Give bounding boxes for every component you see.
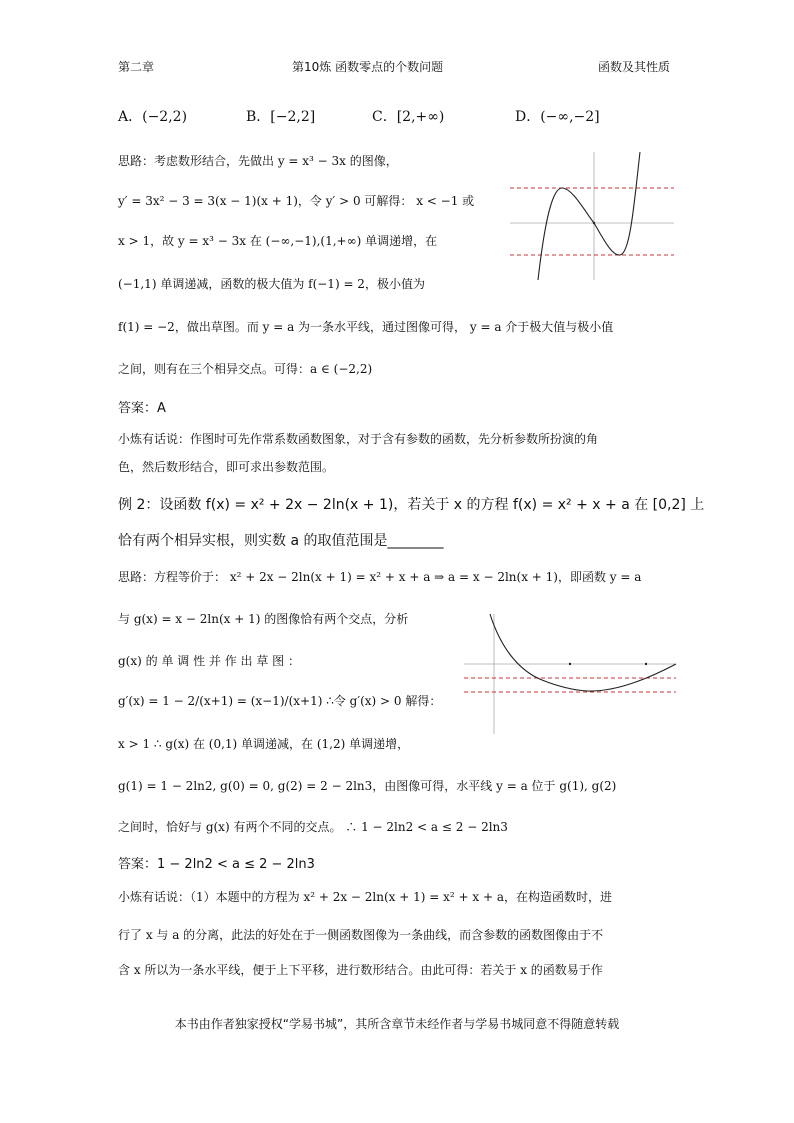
option-b: B．[−2,2] [246,109,316,125]
note2-line: 含 x 所以为一条水平线，便于上下平移，进行数形结合。由此可得：若关于 x 的函数易于作 [118,963,603,977]
solution2-line: g′(x) = 1 − 2/(x+1) = (x−1)/(x+1) ∴令 g′(x) > 0 解得： [118,694,442,708]
option-c: C．[2,+∞) [372,109,445,125]
cubic-curve [538,152,640,280]
solution1-line: (−1,1) 单调递减，函数的极大值为 f(−1) = 2，极小值为 [118,277,425,291]
solution2-line: 思路：方程等价于： x² + 2x − 2ln(x + 1) = x² + x + a ⇒ a = x − 2ln(x + 1)，即函数 y = a [118,570,642,584]
cubic-graph [508,150,676,282]
note2-line: 小炼有话说：（1）本题中的方程为 x² + 2x − 2ln(x + 1) = x² + x + a，在构造函数时，进 [118,890,613,904]
note1-line: 色，然后数形结合，即可求出参数范围。 [118,460,335,474]
solution1-line: 之间，则有在三个相异交点。可得：a ∈ (−2,2) [118,362,373,376]
example2-line: 恰有两个相异实根，则实数 a 的取值范围是________ [118,533,444,549]
solution2-line: g(x) 的 单 调 性 并 作 出 草 图 ： [118,654,300,668]
solution2-line: x > 1 ∴ g(x) 在 (0,1) 单调递减，在 (1,2) 单调递增， [118,737,410,751]
option-d: D．(−∞,−2] [515,109,600,125]
g-curve [490,614,676,691]
footer: 本书由作者独家授权“学易书城”，其所含章节未经作者与学易书城同意不得随意转载 [174,1017,620,1031]
g-graph [462,612,678,736]
answer2: 答案：1 − 2ln2 < a ≤ 2 − 2ln3 [118,857,315,872]
solution1-line: y′ = 3x² − 3 = 3(x − 1)(x + 1)，令 y′ > 0 可解得： x < −1 或 [118,194,475,208]
solution1-line: f(1) = −2，做出草图。而 y = a 为一条水平线，通过图像可得， y = a 介于极大值与极小值 [118,320,614,334]
header-center: 第10炼 函数零点的个数问题 [292,60,444,74]
answer1: 答案：A [118,401,166,416]
solution1-line: x > 1，故 y = x³ − 3x 在 (−∞,−1),(1,+∞) 单调递增，在 [118,234,438,248]
note1-line: 小炼有话说：作图时可先作常系数函数图象，对于含有参数的函数，先分析参数所扮演的角 [118,432,599,446]
solution1-line: 思路：考虑数形结合，先做出 y = x³ − 3x 的图像， [118,154,398,168]
solution2-line: 与 g(x) = x − 2ln(x + 1) 的图像恰有两个交点，分析 [118,612,409,626]
solution2-line: g(1) = 1 − 2ln2, g(0) = 0, g(2) = 2 − 2ln3，由图像可得，水平线 y = a 位于 g(1), g(2) [118,779,617,793]
note2-line: 行了 x 与 a 的分离，此法的好处在于一侧函数图像为一条曲线，而含参数的函数图像由于不 [118,928,604,942]
example2-line: 例 2：设函数 f(x) = x² + 2x − 2ln(x + 1)，若关于 x 的方程 f(x) = x² + x + a 在 [0,2] 上 [118,497,705,513]
header-right: 函数及其性质 [598,60,671,74]
header-left: 第二章 [118,60,155,74]
solution2-line: 之间时，恰好与 g(x) 有两个不同的交点。 ∴ 1 − 2ln2 < a ≤ 2 − 2ln3 [118,820,508,834]
option-a: A．(−2,2) [118,109,188,125]
